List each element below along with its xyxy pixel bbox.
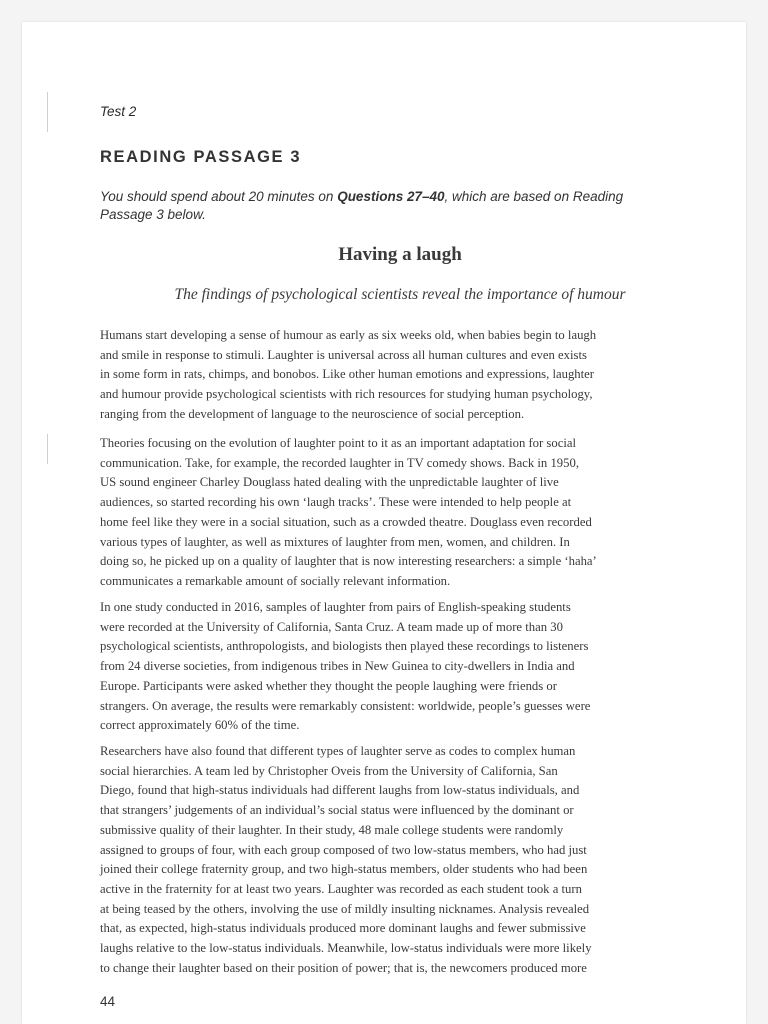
paragraph-line: US sound engineer Charley Douglass hated dealing with the unpredictable laughter of live: [100, 475, 559, 490]
paragraph-line: laughs relative to the low-status individuals. Meanwhile, low-status individuals were more likely: [100, 941, 592, 956]
paragraph-line: Researchers have also found that different types of laughter serve as codes to complex human: [100, 744, 576, 758]
paragraph-line: to change their laughter based on their position of power; that is, the newcomers produced more: [100, 960, 587, 975]
article-paragraph: [100, 434, 704, 592]
paragraph-line: active in the fraternity for at least two years. Laughter was recorded as each student took a turn: [100, 881, 582, 896]
section-heading: READING PASSAGE 3: [100, 148, 302, 166]
article-paragraph: [100, 326, 704, 425]
paragraph-line: and smile in response to stimuli. Laughter is universal across all human cultures and even exists: [100, 347, 587, 362]
paragraph-line: social hierarchies. A team led by Christopher Oveis from the University of California, San: [100, 763, 558, 778]
instruction-part: You should spend about 20 minutes on: [100, 189, 338, 204]
paragraph-line: communicates a remarkable amount of socially relevant information.: [100, 573, 451, 588]
paragraph-line: Theories focusing on the evolution of laughter point to it as an important adaptation for social: [100, 436, 577, 450]
binding-edge-mark: [47, 92, 48, 132]
instruction-text: [100, 188, 700, 224]
paragraph-line: psychological scientists, anthropologists, and biologists then played these recordings to listeners: [100, 639, 589, 654]
paragraph-line: communication. Take, for example, the recorded laughter in TV comedy shows. Back in 1950,: [100, 455, 579, 470]
article-paragraph: [100, 598, 704, 736]
paragraph-line: were recorded at the University of California, Santa Cruz. A team made up of more than 30: [100, 619, 563, 634]
article-paragraph: [100, 742, 704, 978]
paragraph-line: various types of laughter, as well as mixtures of laughter from men, women, and children. In: [100, 534, 570, 549]
paragraph-line: joined their college fraternity group, and two high-status members, older students who had been: [100, 862, 588, 877]
paragraph-line: Diego, found that high-status individuals had different laughs from low-status individuals, and: [100, 783, 580, 798]
paragraph-line: and humour provide psychological scientists with rich resources for studying human psychology,: [100, 387, 593, 402]
paragraph-line: Humans start developing a sense of humour as early as six weeks old, when babies begin to laugh: [100, 328, 597, 342]
paragraph-line: ranging from the development of language to the neuroscience of social perception.: [100, 406, 525, 421]
document-page: [22, 22, 746, 1024]
page-number: 44: [100, 994, 116, 1009]
paragraph-line: at being teased by the others, involving the use of mildly insulting nicknames. Analysis revealed: [100, 901, 590, 916]
paragraph-line: audiences, so started recording his own ‘laugh tracks’. These were intended to help people at: [100, 495, 572, 510]
question-range: Questions 27–40: [337, 189, 445, 204]
paragraph-line: submissive quality of their laughter. In their study, 48 male college students were randomly: [100, 822, 564, 837]
instruction-part: Passage 3 below.: [100, 207, 206, 222]
paragraph-line: home feel like they were in a social situation, such as a crowded theatre. Douglass even recorded: [100, 514, 592, 529]
binding-edge-mark: [47, 434, 48, 464]
running-head: Test 2: [100, 104, 137, 119]
paragraph-line: Europe. Participants were asked whether they thought the people laughing were friends or: [100, 678, 557, 693]
paragraph-line: assigned to groups of four, with each group composed of two low-status members, who had just: [100, 842, 587, 857]
paragraph-line: from 24 diverse societies, from indigenous tribes in New Guinea to city-dwellers in India and: [100, 659, 575, 674]
paragraph-line: that strangers’ judgements of an individual’s social status were influenced by the dominant or: [100, 803, 574, 818]
paragraph-line: correct approximately 60% of the time.: [100, 718, 300, 733]
instruction-part: , which are based on Reading: [444, 189, 624, 204]
paragraph-line: strangers. On average, the results were remarkably consistent: worldwide, people’s guesses were: [100, 698, 591, 713]
paragraph-line: doing so, he picked up on a quality of laughter that is now interesting researchers: a simple ‘haha’: [100, 554, 597, 569]
article-subtitle: The findings of psychological scientists reveal the importance of humour: [174, 286, 626, 303]
paragraph-line: In one study conducted in 2016, samples of laughter from pairs of English-speaking students: [100, 600, 571, 614]
paragraph-line: in some form in rats, chimps, and bonobos. Like other human emotions and expressions, laughter: [100, 367, 595, 382]
article-title: Having a laugh: [338, 244, 462, 265]
paragraph-line: that, as expected, high-status individuals produced more dominant laughs and fewer submissive: [100, 921, 586, 936]
